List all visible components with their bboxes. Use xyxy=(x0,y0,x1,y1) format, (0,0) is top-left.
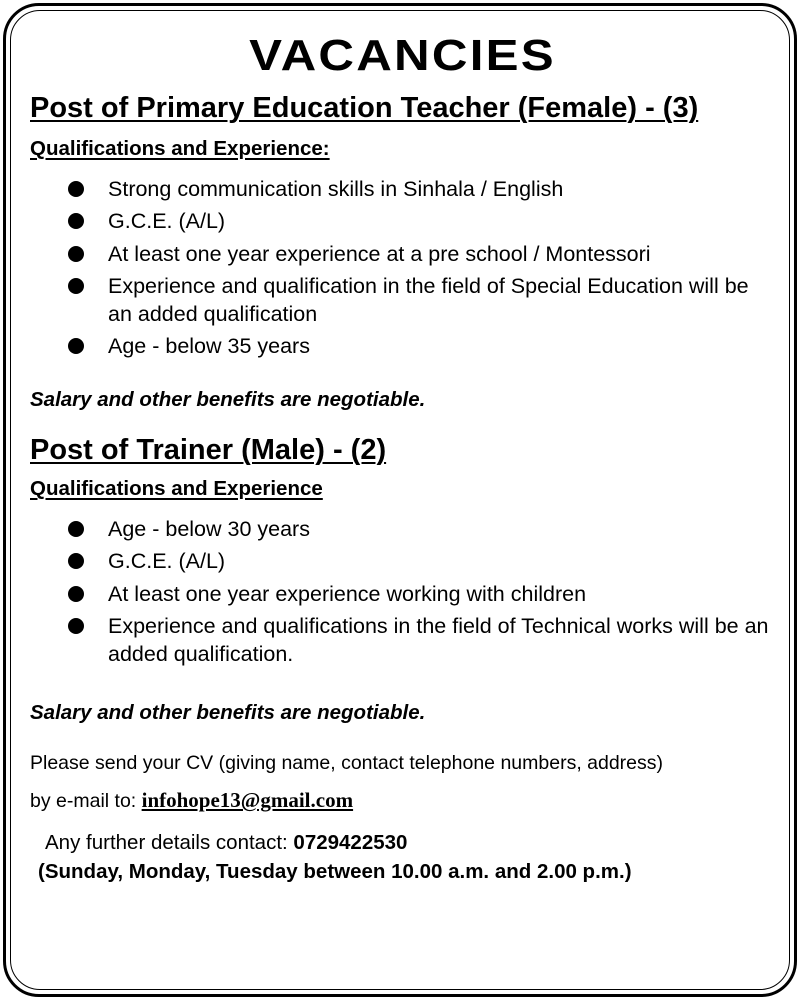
bullet-icon xyxy=(68,213,84,229)
list-item-text: Age - below 35 years xyxy=(108,334,310,359)
email-prefix: by e-mail to: xyxy=(30,790,137,813)
bullet-icon xyxy=(68,278,84,294)
qualifications-heading: Qualifications and Experience: xyxy=(30,137,330,160)
bullet-icon xyxy=(68,618,84,634)
qualifications-heading: Qualifications and Experience xyxy=(30,477,323,501)
cv-instruction: Please send your CV (giving name, contact telephone numbers, address) xyxy=(30,752,664,775)
vacancy-notice xyxy=(30,30,775,886)
qualifications-list xyxy=(30,515,775,668)
list-item xyxy=(68,207,775,235)
post-title: Post of Trainer (Male) - (2) xyxy=(30,434,387,467)
list-item xyxy=(68,515,775,543)
email-line xyxy=(30,785,775,816)
list-item-text: Experience and qualification in the field of Special Education will be an added qualification xyxy=(108,273,749,326)
bullet-icon xyxy=(68,586,84,602)
qualifications-list xyxy=(30,175,775,360)
list-item xyxy=(68,175,775,203)
further-contact xyxy=(30,829,775,857)
list-item-text: Age - below 30 years xyxy=(108,517,310,542)
email-link[interactable]: infohope13@gmail.com xyxy=(141,788,354,813)
post-title: Post of Primary Education Teacher (Female) - (3) xyxy=(30,92,699,124)
bullet-icon xyxy=(68,553,84,569)
bullet-icon xyxy=(68,338,84,354)
application-info xyxy=(30,748,775,886)
list-item-text: At least one year experience working with children xyxy=(108,581,587,606)
page-title: VACANCIES xyxy=(249,31,556,80)
list-item xyxy=(68,240,775,268)
list-item xyxy=(68,332,775,360)
list-item-text: G.C.E. (A/L) xyxy=(108,209,226,234)
contact-hours: (Sunday, Monday, Tuesday between 10.00 a.m. and 2.00 p.m.) xyxy=(38,860,632,884)
contact-label: Any further details contact: xyxy=(45,831,288,855)
list-item xyxy=(68,612,775,668)
list-item-text: G.C.E. (A/L) xyxy=(108,549,226,574)
contact-phone[interactable]: 0729422530 xyxy=(293,831,408,855)
post-teacher xyxy=(30,88,775,415)
post-trainer xyxy=(30,430,775,728)
list-item xyxy=(68,547,775,575)
bullet-icon xyxy=(68,246,84,262)
list-item-text: Experience and qualifications in the field of Technical works will be an added qualification. xyxy=(108,614,769,667)
list-item xyxy=(68,272,775,328)
bullet-icon xyxy=(68,181,84,197)
list-item-text: Strong communication skills in Sinhala / English xyxy=(108,177,564,201)
bullet-icon xyxy=(68,521,84,537)
list-item-text: At least one year experience at a pre school / Montessori xyxy=(108,241,651,266)
salary-note: Salary and other benefits are negotiable. xyxy=(30,701,426,725)
salary-note: Salary and other benefits are negotiable. xyxy=(30,388,426,412)
list-item xyxy=(68,580,775,608)
